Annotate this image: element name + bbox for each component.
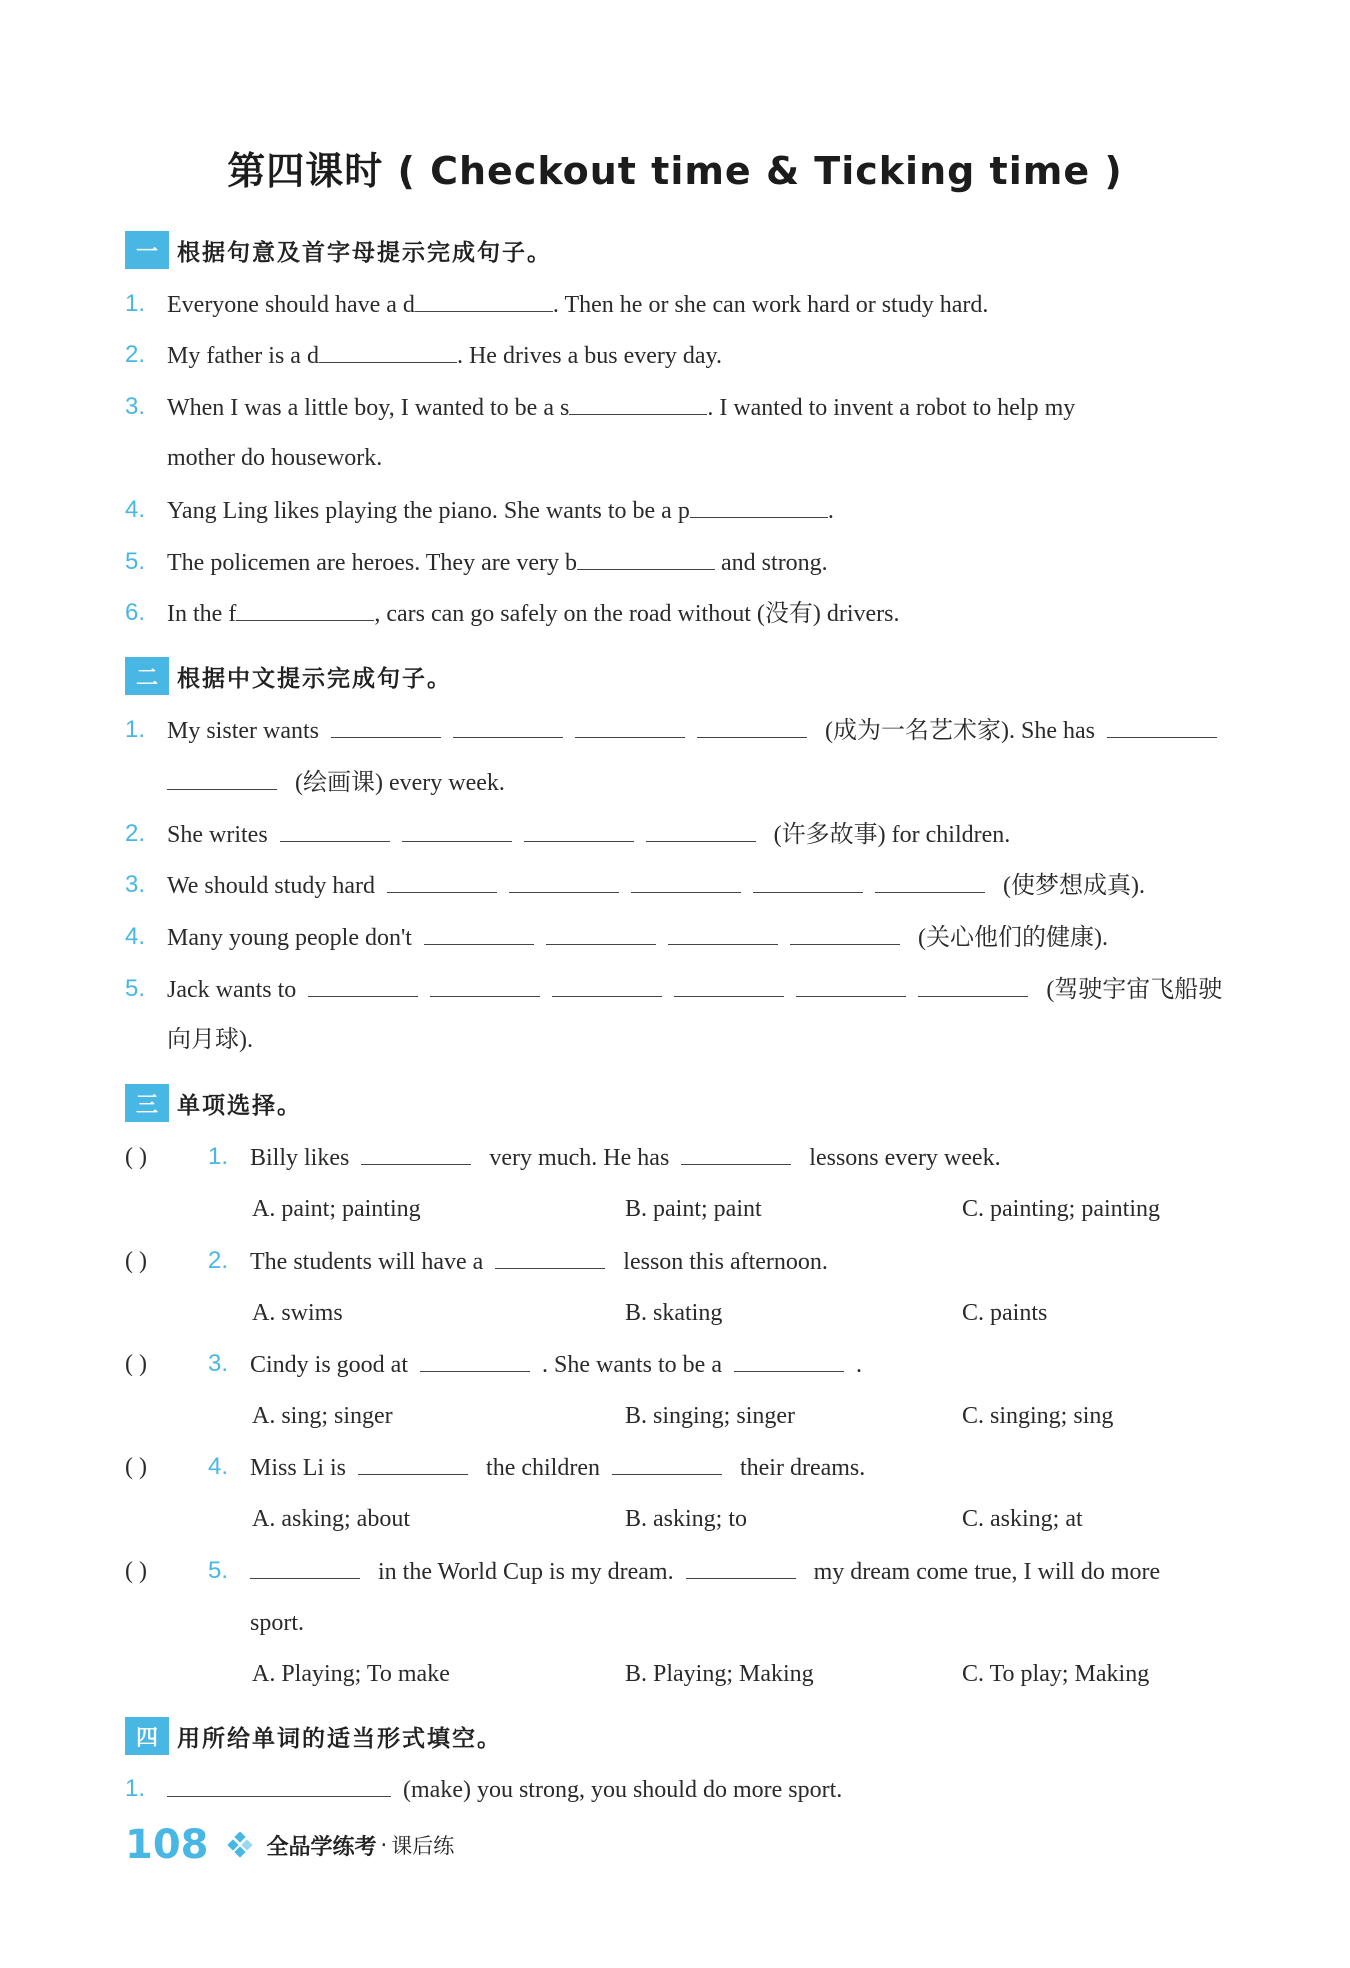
answer-blank[interactable]: [415, 287, 553, 312]
question-text: .: [855, 1352, 862, 1378]
page-title: 第四课时 ( Checkout time & Ticking time ): [227, 149, 1123, 193]
question-text: mother do housework.: [167, 445, 383, 471]
question-text: lesson this afternoon.: [623, 1249, 828, 1275]
option-b[interactable]: B. singing; singer: [625, 1403, 796, 1429]
option-c[interactable]: C. asking; at: [962, 1506, 1083, 1532]
option-a[interactable]: A. swims: [252, 1300, 343, 1326]
question-number: 4.: [208, 1453, 229, 1480]
question-number: 2.: [208, 1247, 229, 1274]
question-text: My sister wants: [167, 718, 319, 744]
answer-blank[interactable]: [668, 920, 778, 945]
answer-blank[interactable]: [308, 972, 418, 997]
option-b[interactable]: B. Playing; Making: [625, 1661, 814, 1687]
option-a[interactable]: A. paint; painting: [252, 1196, 421, 1222]
section-3-header: [125, 1083, 302, 1123]
question-text: Yang Ling likes playing the piano. She wants to be a p: [167, 498, 690, 524]
answer-parenthesis[interactable]: ( ): [125, 1144, 147, 1170]
section-badge: 二: [125, 657, 169, 695]
question-text: . She wants to be a: [542, 1352, 722, 1378]
question-number: 4.: [125, 923, 146, 950]
answer-blank[interactable]: [790, 920, 900, 945]
question-text: and strong.: [715, 550, 828, 576]
question-number: 4.: [125, 496, 146, 523]
answer-blank: [358, 1450, 468, 1475]
answer-parenthesis[interactable]: ( ): [125, 1558, 147, 1584]
answer-blank[interactable]: [1107, 713, 1217, 738]
question-number: 5.: [125, 548, 146, 575]
question-text: (make) you strong, you should do more sport.: [403, 1777, 843, 1803]
question-text: My father is a d: [167, 343, 319, 369]
question-number: 6.: [125, 599, 146, 626]
answer-parenthesis[interactable]: ( ): [125, 1248, 147, 1274]
question-text: 向月球).: [167, 1027, 253, 1053]
question-text: (成为一名艺术家). She has: [825, 718, 1095, 744]
question-text: (绘画课) every week.: [295, 770, 505, 796]
answer-blank[interactable]: [546, 920, 656, 945]
question-text: She writes: [167, 822, 268, 848]
answer-blank[interactable]: [280, 817, 390, 842]
section-badge: 三: [125, 1084, 169, 1122]
answer-blank[interactable]: [387, 868, 497, 893]
page-footer: [125, 1822, 454, 1868]
question-number: 2.: [125, 820, 146, 847]
page-number: 108: [125, 1822, 209, 1868]
question-text: , cars can go safely on the road without (没有) drivers.: [374, 601, 900, 627]
answer-blank[interactable]: [319, 338, 457, 363]
answer-blank[interactable]: [697, 713, 807, 738]
answer-blank[interactable]: [424, 920, 534, 945]
option-b[interactable]: B. skating: [625, 1300, 723, 1326]
answer-blank: [686, 1554, 796, 1579]
question-text: (使梦想成真).: [1003, 873, 1146, 899]
answer-blank[interactable]: [753, 868, 863, 893]
diamond-icon: [227, 1832, 253, 1858]
answer-blank[interactable]: [524, 817, 634, 842]
answer-blank: [361, 1140, 471, 1165]
answer-parenthesis[interactable]: ( ): [125, 1454, 147, 1480]
question-text: Jack wants to: [167, 977, 297, 1003]
question-number: 3.: [208, 1350, 229, 1377]
question-text: (关心他们的健康).: [917, 925, 1108, 951]
question-number: 1.: [208, 1143, 229, 1170]
brand-separator: ·: [380, 1833, 388, 1857]
option-b[interactable]: B. paint; paint: [625, 1196, 762, 1222]
answer-blank[interactable]: [430, 972, 540, 997]
option-c[interactable]: C. To play; Making: [962, 1661, 1150, 1687]
question-text: .: [827, 498, 834, 524]
answer-blank[interactable]: [796, 972, 906, 997]
answer-blank[interactable]: [453, 713, 563, 738]
option-b[interactable]: B. asking; to: [625, 1506, 748, 1532]
question-text: . Then he or she can work hard or study hard.: [552, 292, 989, 318]
question-text: . He drives a bus every day.: [456, 343, 722, 369]
question-text: their dreams.: [739, 1455, 866, 1481]
section-heading: 根据句意及首字母提示完成句子。: [177, 239, 552, 266]
question-text: In the f: [167, 601, 237, 627]
section-4-header: [125, 1716, 502, 1756]
section-heading: 用所给单词的适当形式填空。: [177, 1725, 502, 1752]
answer-blank: [681, 1140, 791, 1165]
question-text: the children: [486, 1455, 600, 1481]
question-number: 1.: [125, 716, 146, 743]
option-c[interactable]: C. painting; painting: [962, 1196, 1160, 1222]
answer-blank: [734, 1347, 844, 1372]
question-number: 5.: [125, 975, 146, 1002]
option-a[interactable]: A. asking; about: [252, 1506, 410, 1532]
answer-blank[interactable]: [552, 972, 662, 997]
option-c[interactable]: C. singing; sing: [962, 1403, 1114, 1429]
question-text: sport.: [250, 1610, 304, 1636]
section-heading: 根据中文提示完成句子。: [177, 665, 452, 692]
answer-blank[interactable]: [674, 972, 784, 997]
question-text: very much. He has: [489, 1145, 670, 1171]
answer-blank[interactable]: [631, 868, 741, 893]
question-number: 3.: [125, 393, 146, 420]
answer-blank[interactable]: [577, 545, 715, 570]
question-text: Many young people don't: [167, 925, 412, 951]
question-number: 5.: [208, 1557, 229, 1584]
section-1-header: [125, 230, 552, 270]
answer-blank[interactable]: [569, 390, 707, 415]
option-a[interactable]: A. Playing; To make: [252, 1661, 450, 1687]
question-number: 2.: [125, 341, 146, 368]
answer-blank[interactable]: [875, 868, 985, 893]
answer-blank: [250, 1554, 360, 1579]
answer-blank[interactable]: [167, 1772, 391, 1797]
question-text: (许多故事) for children.: [773, 822, 1011, 848]
question-text: When I was a little boy, I wanted to be a s: [167, 395, 570, 421]
question-text: my dream come true, I will do more: [813, 1559, 1161, 1585]
question-number: 1.: [125, 1775, 146, 1802]
question-text: Everyone should have a d: [167, 292, 415, 318]
section-heading: 单项选择。: [177, 1092, 302, 1119]
answer-blank: [612, 1450, 722, 1475]
question-text: The students will have a: [250, 1249, 484, 1275]
question-text: The policemen are heroes. They are very b: [167, 550, 578, 576]
answer-blank: [495, 1244, 605, 1269]
question-text: in the World Cup is my dream.: [378, 1559, 674, 1585]
answer-blank: [420, 1347, 530, 1372]
question-text: We should study hard: [167, 873, 376, 899]
question-number: 1.: [125, 290, 146, 317]
answer-blank[interactable]: [646, 817, 756, 842]
answer-parenthesis[interactable]: ( ): [125, 1351, 147, 1377]
answer-blank[interactable]: [575, 713, 685, 738]
option-c[interactable]: C. paints: [962, 1300, 1048, 1326]
question-text: (驾驶宇宙飞船驶: [1046, 977, 1223, 1003]
question-number: 3.: [125, 871, 146, 898]
section-badge: 一: [125, 231, 169, 269]
question-text: Cindy is good at: [250, 1352, 409, 1378]
answer-blank[interactable]: [331, 713, 441, 738]
question-text: . I wanted to invent a robot to help my: [707, 395, 1076, 421]
section-2-header: [125, 656, 452, 696]
answer-blank[interactable]: [509, 868, 619, 893]
answer-blank[interactable]: [167, 765, 277, 790]
answer-blank[interactable]: [236, 596, 374, 621]
answer-blank[interactable]: [918, 972, 1028, 997]
brand-name: 全品学练考: [266, 1834, 377, 1860]
section-badge: 四: [125, 1717, 169, 1755]
answer-blank[interactable]: [402, 817, 512, 842]
answer-blank[interactable]: [690, 493, 828, 518]
option-a[interactable]: A. sing; singer: [252, 1403, 393, 1429]
brand-subtitle: 课后练: [391, 1834, 455, 1858]
question-text: Miss Li is: [250, 1455, 347, 1481]
question-text: lessons every week.: [809, 1145, 1001, 1171]
question-text: Billy likes: [250, 1145, 350, 1171]
